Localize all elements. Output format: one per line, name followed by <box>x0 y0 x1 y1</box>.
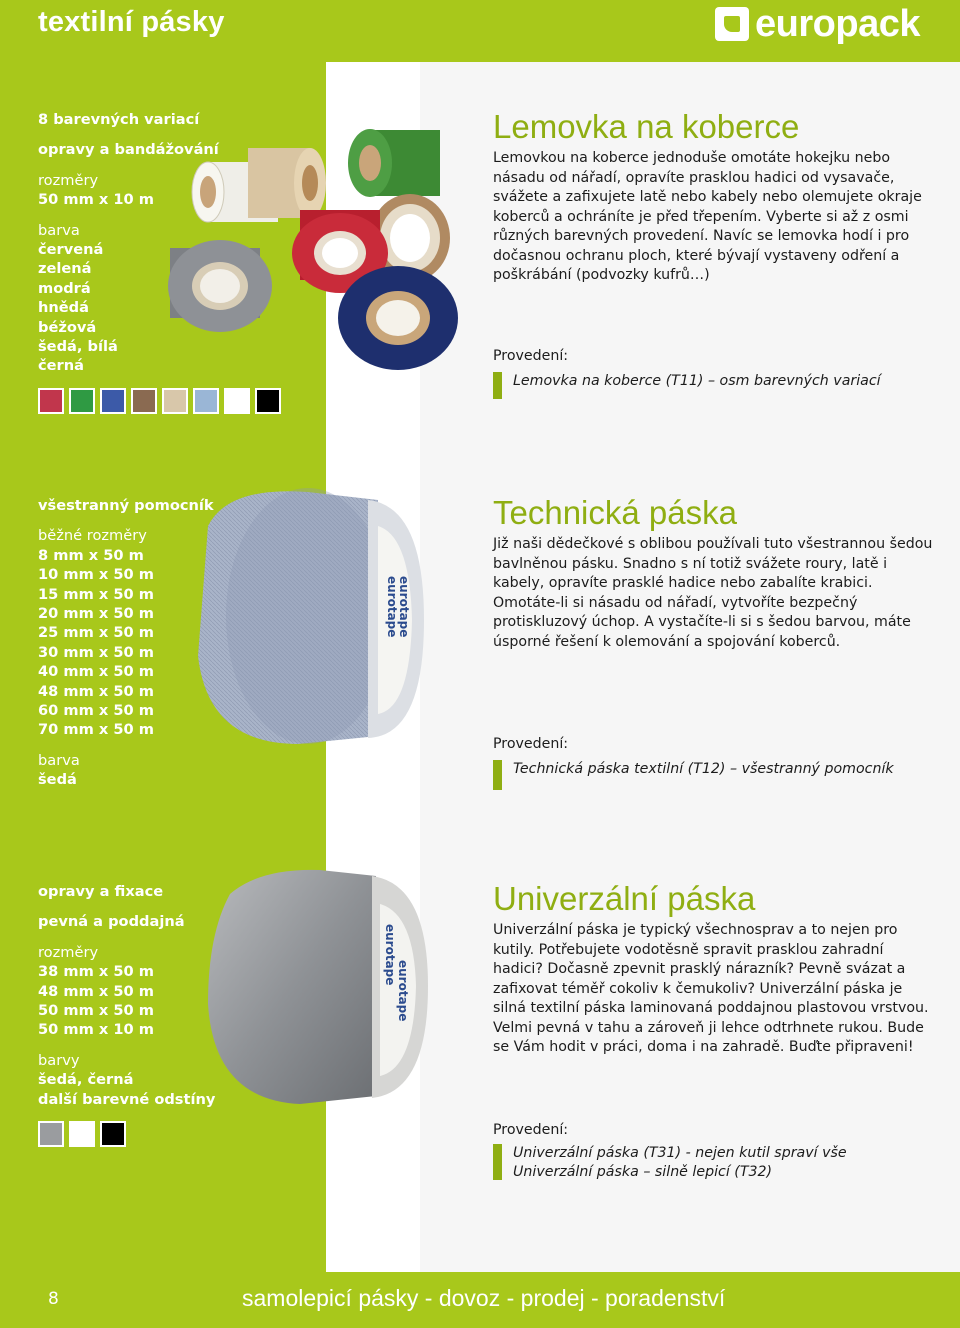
color-label: barva <box>38 751 80 769</box>
size-item: 50 mm x 50 m <box>38 1002 154 1020</box>
provedeni-label: Provedení: <box>493 1122 569 1138</box>
product-description: Lemovkou na koberce jednoduše omotáte hokejku nebo násadu od nářadí, opravíte prasklou hadici od vysavače, svážete a zafixujete latě nebo kabely nebo olemujete okraje koberců a ochráníte je před třepením. Vyberte si až z osmi různých barevných provedení. Navíc se lemovka hodí i pro dočasnou ochranu ploch, které bývají vystaveny odření a poškrábání (podvozky kufrů…) <box>493 150 922 283</box>
size-item: 38 mm x 50 m <box>38 963 154 981</box>
size-item: 50 mm x 10 m <box>38 191 154 209</box>
accent-bar <box>493 760 502 790</box>
side-heading: všestranný pomocník <box>38 497 214 514</box>
color-swatch <box>162 388 188 414</box>
tape-roll-blue <box>338 266 458 370</box>
size-item: 50 mm x 10 m <box>38 1021 154 1039</box>
side-heading: opravy a fixace <box>38 883 164 900</box>
color-label: barva <box>38 221 80 239</box>
size-item: 8 mm x 50 m <box>38 546 144 564</box>
variant-item: Lemovka na koberce (T11) – osm barevných variací <box>513 373 881 389</box>
color-item: zelená <box>38 260 92 278</box>
size-item: 40 mm x 50 m <box>38 663 154 681</box>
product-title: Technická páska <box>493 494 737 531</box>
logo-mark-icon <box>715 7 749 41</box>
variants-list <box>493 760 894 790</box>
color-swatch <box>131 388 157 414</box>
variants-list <box>493 1144 847 1182</box>
color-swatches <box>38 388 318 414</box>
variant-item: Univerzální páska (T31) - nejen kutil spraví vše <box>513 1145 847 1161</box>
variant-item: Univerzální páska – silně lepicí (T32) <box>513 1164 773 1180</box>
provedeni-label: Provedení: <box>493 348 569 364</box>
color-swatch <box>38 388 64 414</box>
variants-list <box>493 372 881 399</box>
variant-item: Technická páska textilní (T12) – všestranný pomocník <box>513 761 894 777</box>
size-item: 30 mm x 50 m <box>38 643 154 661</box>
sidebar-section-2 <box>38 496 318 790</box>
color-item: modrá <box>38 279 91 297</box>
color-item: šedá <box>38 771 77 789</box>
color-label: barvy <box>38 1051 80 1069</box>
color-swatch <box>100 1121 126 1147</box>
size-item: 15 mm x 50 m <box>38 585 154 603</box>
sizes-label: rozměry <box>38 943 99 961</box>
size-item: 10 mm x 50 m <box>38 566 154 584</box>
provedeni-label: Provedení: <box>493 736 569 752</box>
color-swatch <box>193 388 219 414</box>
page-title: textilní pásky <box>38 6 225 38</box>
size-item: 20 mm x 50 m <box>38 605 154 623</box>
europack-logo <box>715 4 920 44</box>
sizes-label: běžné rozměry <box>38 527 147 545</box>
size-item: 70 mm x 50 m <box>38 721 154 739</box>
color-swatch <box>69 1121 95 1147</box>
side-subheading: pevná a poddajná <box>38 913 185 931</box>
page-header <box>0 0 960 62</box>
product-section-3 <box>493 880 933 1190</box>
color-item: červená <box>38 241 104 259</box>
product-section-2 <box>493 494 933 794</box>
product-description: Již naši dědečkové s oblibou používali tuto všestrannou šedou bavlněnou pásku. Snadno s ní totiž svážete roury, latě i kabely, opravíte prasklé hadice nebo zabalíte krabici. Omotáte-li si násadu od nářadí, vytvoříte bezpečný protiskluzový úchop. A vystačíte-li si s šedou barvou, máte úsporné řešení k olemování a spojování koberců. <box>493 536 933 650</box>
tape-brand-label: eurotape <box>397 576 411 638</box>
accent-bar <box>493 1144 502 1180</box>
page-number: 8 <box>48 1289 59 1309</box>
tape-brand-label: eurotape <box>383 924 397 986</box>
logo-text: europack <box>755 2 920 45</box>
color-swatch <box>69 388 95 414</box>
sidebar-section-3 <box>38 882 318 1147</box>
color-swatch <box>255 388 281 414</box>
color-item: hnědá <box>38 299 89 317</box>
color-item: černá <box>38 357 84 375</box>
side-subheading: opravy a bandážování <box>38 141 219 159</box>
sidebar-section-1 <box>38 110 318 414</box>
product-description: Univerzální páska je typický všechnosprav a to nejen pro kutily. Potřebujete vodotěsně spravit prasklou zahradní hadici? Dočasně zpevnit prasklý nárazník? Pevně svázat a zafixovat téměř cokoliv k čemukoliv? Univerzální páska je silná textilní páska laminovaná poddajnou plastovou vrstvou. Velmi pevná v tahu a zároveň ji lehce odtrhnete rukou. Bude se Vám hodit v práci, doma i na zahradě. Buďte připraveni! <box>493 922 929 1055</box>
footer-tagline: samolepicí pásky - dovoz - prodej - poradenství <box>242 1285 726 1311</box>
product-title: Univerzální páska <box>493 880 756 917</box>
page-footer <box>0 1272 960 1328</box>
size-item: 25 mm x 50 m <box>38 624 154 642</box>
color-item: šedá, černá <box>38 1071 134 1089</box>
tape-brand-label: eurotape <box>385 576 399 638</box>
size-item: 60 mm x 50 m <box>38 702 154 720</box>
tape-roll-green <box>348 129 440 197</box>
accent-bar <box>493 372 502 399</box>
color-item: šedá, bílá <box>38 338 118 356</box>
product-section-1 <box>493 108 933 408</box>
product-title: Lemovka na koberce <box>493 108 800 145</box>
color-swatch <box>224 388 250 414</box>
tape-brand-label: eurotape <box>396 960 410 1022</box>
color-swatch <box>100 388 126 414</box>
color-item: béžová <box>38 318 97 336</box>
sizes-label: rozměry <box>38 171 99 189</box>
size-item: 48 mm x 50 m <box>38 682 154 700</box>
color-item: další barevné odstíny <box>38 1090 216 1108</box>
side-heading: 8 barevných variací <box>38 111 200 128</box>
color-swatches <box>38 1121 318 1147</box>
color-swatch <box>38 1121 64 1147</box>
size-item: 48 mm x 50 m <box>38 982 154 1000</box>
